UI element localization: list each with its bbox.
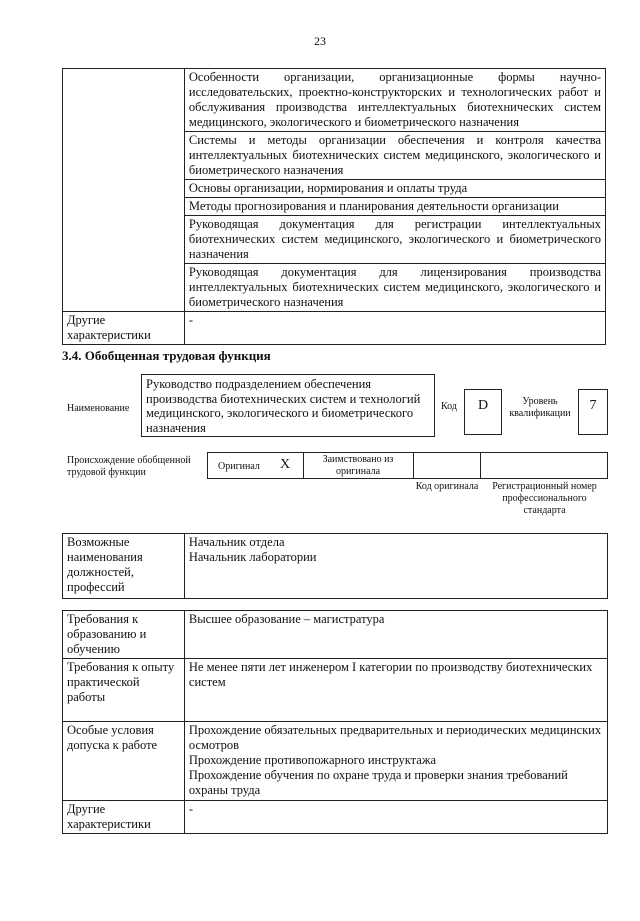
table-row: [63, 312, 606, 345]
table-row: [63, 722, 608, 801]
knowledge-item: Руководящая документация для лицензирования производства интеллектуальных биотехнических систем медицинского, экологического и биометрического назначения: [184, 264, 605, 312]
code-value: D: [477, 398, 489, 413]
position-item: Начальник лаборатории: [188, 550, 317, 564]
registration-number-caption: Регистрационный номер профессионального стандарта: [492, 481, 597, 516]
origin-divider-3: [480, 452, 481, 479]
table-row: [63, 611, 608, 659]
admission-item: Прохождение обучения по охране труда и проверки знания требований охраны труда: [188, 768, 568, 797]
original-mark: X: [280, 457, 291, 472]
borrowed-label: Заимствовано из оригинала: [322, 454, 394, 477]
education-value: Высшее образование – магистратура: [184, 611, 607, 659]
positions-values: [184, 534, 607, 599]
name-label: Наименование: [67, 403, 130, 414]
section-title: 3.4. Обобщенная трудовая функция: [62, 348, 271, 363]
original-label: Оригинал: [218, 461, 260, 472]
other-characteristics-value-2: -: [184, 801, 607, 834]
requirements-table: [62, 610, 608, 834]
table-row: [63, 801, 608, 834]
knowledge-item: Особенности организации, организационные формы научно-исследовательских, проектно-конструкторских и технологических работ и обслуживания производства интеллектуальных биотехнических систем медицинского, экологического и биометрического назначения: [184, 69, 605, 132]
level-label: Уровень квалификации: [509, 396, 571, 419]
table-row: [63, 534, 608, 599]
name-value-box: [141, 374, 435, 437]
knowledge-item: Основы организации, нормирования и оплаты труда: [184, 180, 605, 198]
other-characteristics-label-2: Другие характеристики: [63, 801, 185, 834]
admission-values: [184, 722, 607, 801]
admission-item: Прохождение обязательных предварительных и периодических медицинских осмотров: [188, 723, 602, 752]
origin-divider-2: [413, 452, 414, 479]
experience-value: Не менее пяти лет инженером I категории по производству биотехнических систем: [184, 659, 607, 722]
knowledge-item: Руководящая документация для регистрации интеллектуальных биотехнических систем медицинского, экологического и биометрического назначения: [184, 216, 605, 264]
table-row: [63, 69, 606, 132]
experience-label: Требования к опыту практической работы: [63, 659, 185, 722]
level-value: 7: [589, 398, 597, 413]
other-characteristics-value: -: [184, 312, 605, 345]
origin-label: Происхождение обобщенной трудовой функции: [67, 455, 191, 478]
level-value-box: [578, 389, 608, 435]
admission-label: Особые условия допуска к работе: [63, 722, 185, 801]
position-item: Начальник отдела: [188, 535, 285, 549]
knowledge-item: Методы прогнозирования и планирования деятельности организации: [184, 198, 605, 216]
page-number: 23: [314, 34, 326, 48]
other-characteristics-label: Другие характеристики: [63, 312, 185, 345]
positions-table: [62, 533, 608, 599]
admission-item: Прохождение противопожарного инструктажа: [188, 753, 437, 767]
knowledge-item: Системы и методы организации обеспечения и контроля качества интеллектуальных биотехнических систем медицинского, экологического и биометрического назначения: [184, 132, 605, 180]
positions-label: Возможные наименования должностей, профессий: [63, 534, 185, 599]
code-value-box: [464, 389, 502, 435]
empty-label-cell: [63, 69, 185, 312]
education-label: Требования к образованию и обучению: [63, 611, 185, 659]
table-row: [63, 659, 608, 722]
code-original-caption: Код оригинала: [415, 481, 479, 492]
name-value: Руководство подразделением обеспечения производства биотехнических систем и технологий медицинского, экологического и биометрического назначения: [146, 377, 421, 435]
code-label: Код: [441, 401, 457, 412]
knowledge-table: [62, 68, 606, 345]
